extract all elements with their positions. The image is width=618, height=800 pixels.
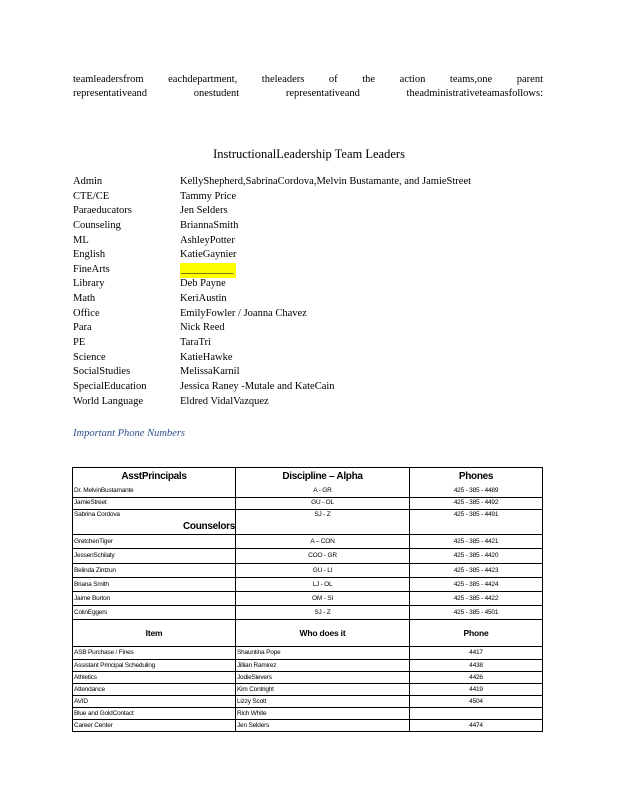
- table-row: [73, 592, 543, 606]
- leadership-heading: InstructionalLeadership Team Leaders: [213, 147, 405, 161]
- table-row: [73, 708, 543, 720]
- principal-phone: 425 - 385 - 4491: [410, 509, 543, 521]
- counselor-phone: 425 - 385 - 4424: [410, 578, 543, 592]
- item-name: Attendance: [73, 684, 236, 696]
- counselor-name: Jaime Burton: [73, 592, 236, 606]
- leader-department: FineArts: [73, 263, 110, 275]
- principal-alpha: SJ - Z: [236, 509, 410, 521]
- item-phone: [410, 708, 543, 720]
- leader-names: Eldred VidalVazquez: [180, 395, 269, 407]
- leader-row: [73, 277, 543, 292]
- item-name: AVID: [73, 696, 236, 708]
- table-row: [73, 672, 543, 684]
- table-row: [73, 486, 543, 498]
- counselor-name: Belinda Zintzun: [73, 564, 236, 578]
- counselor-alpha: OM - SI: [236, 592, 410, 606]
- leader-department: PE: [73, 337, 86, 349]
- leader-department: World Language: [73, 395, 144, 407]
- header-asst-principals: AsstPrincipals: [73, 468, 236, 486]
- table-row: [73, 696, 543, 708]
- leader-names: Tammy Price: [180, 190, 237, 202]
- table-row: [73, 509, 543, 521]
- principal-alpha: A - GR: [236, 486, 410, 498]
- table-row: [73, 535, 543, 549]
- item-name: Career Center: [73, 720, 236, 732]
- table-row: [73, 549, 543, 564]
- item-phone: 4474: [410, 720, 543, 732]
- leader-names: __________: [180, 263, 236, 278]
- empty-cell: [236, 521, 410, 535]
- intro-line-2: representativeand onestudent representativeand theadministrativeteamasfollows:: [73, 88, 543, 99]
- item-name: ASB Purchase / Fines: [73, 647, 236, 660]
- item-phone: 4426: [410, 672, 543, 684]
- leader-department: Paraeducators: [73, 205, 132, 217]
- counselor-name: Briana Smith: [73, 578, 236, 592]
- counselor-phone: 425 - 385 - 4421: [410, 535, 543, 549]
- leader-row: [73, 321, 543, 336]
- phone-table: [72, 467, 543, 732]
- leadership-list: [73, 175, 543, 409]
- leader-row: [73, 175, 543, 190]
- item-who: Lizzy Scott: [236, 696, 410, 708]
- leader-row: [73, 248, 543, 263]
- counselor-alpha: A – CON: [236, 535, 410, 549]
- item-who: Kim Contright: [236, 684, 410, 696]
- counselor-alpha: COO - GR: [236, 549, 410, 564]
- table-row: [73, 606, 543, 620]
- phone-numbers-heading: Important Phone Numbers: [73, 428, 185, 439]
- leader-row: [73, 292, 543, 307]
- leader-row: [73, 204, 543, 219]
- principal-name: Dr. MelvinBustamante: [73, 486, 236, 498]
- leader-department: CTE/CE: [73, 190, 110, 202]
- table-row: [73, 660, 543, 672]
- leader-row: [73, 365, 543, 380]
- leader-names: KeriAustin: [180, 293, 227, 305]
- leader-names: KatieHawke: [180, 351, 233, 363]
- counselor-name: GretchenTiger: [73, 535, 236, 549]
- leader-names: Jen Selders: [180, 205, 228, 217]
- leader-department: Counseling: [73, 219, 121, 231]
- table-row: [73, 564, 543, 578]
- leader-row: [73, 307, 543, 322]
- item-who: Shauntina Pope: [236, 647, 410, 660]
- counselors-label: Counselors: [73, 521, 236, 535]
- leader-department: Math: [73, 293, 96, 305]
- leader-department: SpecialEducation: [73, 380, 147, 392]
- leader-names: KatieGaynier: [180, 249, 237, 261]
- item-name: Assistant Principal Scheduling: [73, 660, 236, 672]
- leader-department: SocialStudies: [73, 366, 131, 378]
- leader-names: Nick Reed: [180, 322, 225, 334]
- leader-row: [73, 263, 543, 278]
- counselor-phone: 425 - 385 - 4501: [410, 606, 543, 620]
- header-item: Item: [73, 620, 236, 647]
- principal-phone: 425 - 385 - 4492: [410, 497, 543, 509]
- leader-row: [73, 190, 543, 205]
- leader-row: [73, 336, 543, 351]
- principal-name: Sabrina Cordova: [73, 509, 236, 521]
- leader-names: Deb Payne: [180, 278, 226, 290]
- item-phone: 4504: [410, 696, 543, 708]
- leader-department: Science: [73, 351, 106, 363]
- table-row: [73, 684, 543, 696]
- item-who: JodieSievers: [236, 672, 410, 684]
- counselor-alpha: GU - LI: [236, 564, 410, 578]
- principal-name: JamieStreet: [73, 497, 236, 509]
- intro-paragraph: [73, 73, 543, 101]
- leader-names: Jessica Raney -Mutale and KateCain: [180, 380, 335, 392]
- leader-row: [73, 219, 543, 234]
- table-row: [73, 720, 543, 732]
- item-phone: 4419: [410, 684, 543, 696]
- leader-names: AshleyPotter: [180, 234, 235, 246]
- leader-department: Admin: [73, 176, 103, 187]
- leader-row: [73, 234, 543, 249]
- leader-row: [73, 395, 543, 410]
- table-row: [73, 521, 543, 535]
- leader-department: Library: [73, 278, 105, 290]
- item-name: Blue and GoldContact: [73, 708, 236, 720]
- counselor-phone: 425 - 385 - 4420: [410, 549, 543, 564]
- item-who: Rich White: [236, 708, 410, 720]
- item-phone: 4417: [410, 647, 543, 660]
- counselor-name: JessenSchilaty: [73, 549, 236, 564]
- counselor-phone: 425 - 385 - 4422: [410, 592, 543, 606]
- leader-names: BriannaSmith: [180, 219, 239, 231]
- principal-alpha: GU - OL: [236, 497, 410, 509]
- table-row: [73, 468, 543, 486]
- leader-names: EmilyFowler / Joanna Chavez: [180, 307, 307, 319]
- counselor-phone: 425 - 385 - 4423: [410, 564, 543, 578]
- leader-names: KellyShepherd,SabrinaCordova,Melvin Bustamante, and JamieStreet: [180, 176, 472, 187]
- leader-row: [73, 351, 543, 366]
- header-phone: Phone: [410, 620, 543, 647]
- leader-department: Office: [73, 307, 100, 319]
- header-who-does-it: Who does it: [236, 620, 410, 647]
- counselor-alpha: LJ - OL: [236, 578, 410, 592]
- item-phone: 4438: [410, 660, 543, 672]
- intro-line-1: teamleadersfrom eachdepartment, theleaders of the action teams,one parent: [73, 74, 543, 85]
- principal-phone: 425 - 385 - 4489: [410, 486, 543, 498]
- empty-cell: [410, 521, 543, 535]
- counselor-alpha: SJ - Z: [236, 606, 410, 620]
- leader-names: MelissaKarnil: [180, 366, 240, 378]
- leader-department: ML: [73, 234, 89, 246]
- leader-department: Para: [73, 322, 92, 334]
- table-row: [73, 620, 543, 647]
- leader-row: [73, 380, 543, 395]
- header-discipline-alpha: Discipline – Alpha: [236, 468, 410, 486]
- table-row: [73, 497, 543, 509]
- table-row: [73, 647, 543, 660]
- item-name: Athletics: [73, 672, 236, 684]
- table-row: [73, 578, 543, 592]
- item-who: Jillian Ramirez: [236, 660, 410, 672]
- item-who: Jen Selders: [236, 720, 410, 732]
- counselor-name: ColinEggers: [73, 606, 236, 620]
- leader-names: TaraTri: [180, 337, 211, 349]
- header-phones: Phones: [410, 468, 543, 486]
- leader-department: English: [73, 249, 106, 261]
